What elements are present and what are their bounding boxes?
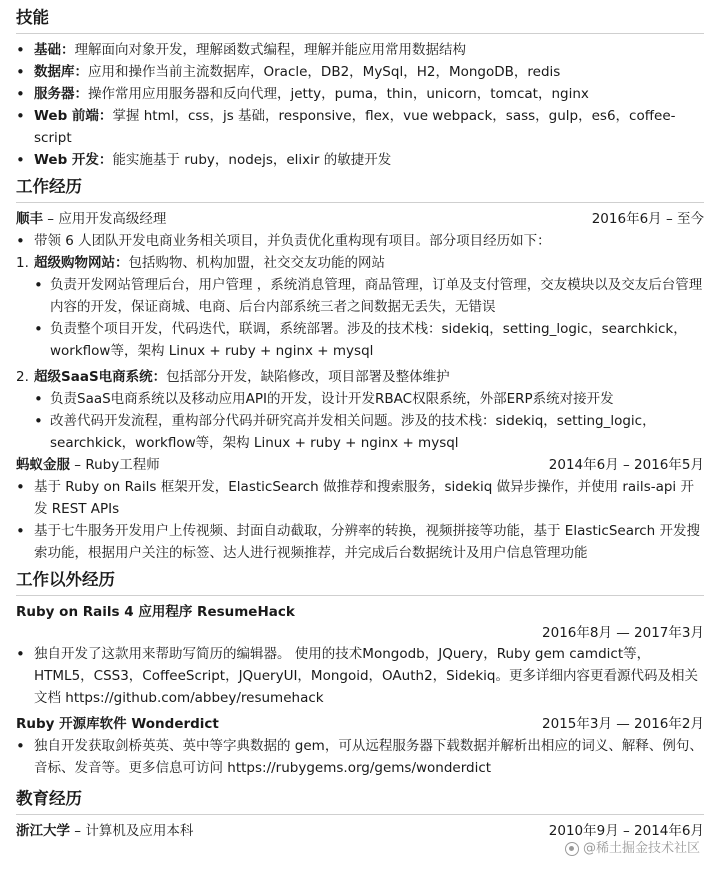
side-project-date: 2015年3月 — 2016年2月 (542, 716, 704, 732)
education-date: 2010年9月 – 2014年6月 (548, 823, 704, 839)
section-title-work: 工作经历 (16, 177, 82, 196)
section-title-skills: 技能 (16, 8, 49, 27)
extra-section (16, 568, 704, 779)
skill-text: 应用和操作当前主流数据库，Oracle，DB2，MySql，H2，MongoDB，redis (88, 64, 561, 80)
job-role: – Ruby工程师 (70, 457, 160, 473)
school-name: 浙江大学 (16, 823, 70, 839)
skills-section (16, 6, 704, 171)
job-role: – 应用开发高级经理 (43, 211, 167, 227)
section-title-education: 教育经历 (16, 789, 82, 808)
side-project-name: Ruby 开源库软件 Wonderdict (16, 716, 219, 732)
skill-label: Web 开发： (34, 152, 113, 168)
skill-text: 掌握 html，css，js 基础，responsive，flex，vue webpack，sass，gulp，es6，coffee-script (34, 108, 676, 146)
job-date: 2014年6月 – 2016年5月 (548, 457, 704, 473)
list-item: • 负责SaaS电商系统以及移动应用API的开发，设计开发RBAC权限系统，外部ERP系统对接开发 (16, 388, 704, 410)
company-name: 蚂蚁金服 (16, 457, 70, 473)
watermark-text: @稀土掘金技术社区 (582, 841, 700, 856)
list-item (16, 83, 704, 105)
side-project-header (16, 713, 704, 735)
section-divider (16, 202, 704, 203)
skill-label: 数据库： (34, 64, 88, 80)
company-name: 顺丰 (16, 211, 43, 227)
section-title-extra: 工作以外经历 (16, 570, 115, 589)
job-header (16, 454, 704, 476)
section-divider (16, 595, 704, 596)
list-item: • 独自开发了这款用来帮助写简历的编辑器。 使用的技术Mongodb，JQuery，Ruby gem camdict等，HTML5，CSS3，CoffeeScript，JQueryUI，Mongoid，OAuth2，Sidekiq。更多详细内容更看源代码及相关文档 https://github.com/abbey/resumehack (16, 643, 704, 709)
project-name: 超级购物网站： (34, 255, 129, 271)
skill-text: 操作常用应用服务器和反向代理，jetty，puma，thin，unicorn，tomcat，nginx (88, 86, 589, 102)
skill-label: 基础： (34, 42, 75, 58)
watermark (565, 838, 700, 860)
skill-text: 能实施基于 ruby，nodejs，elixir 的敏捷开发 (112, 152, 392, 168)
project-number: 1. (16, 255, 29, 271)
list-item: • 独自开发获取剑桥英英、英中等字典数据的 gem，可从远程服务器下载数据并解析出相应的词义、解释、例句、音标、发音等。更多信息可访问 https://rubygems.org/gems/wonderdict (16, 735, 704, 779)
side-project-name: Ruby on Rails 4 应用程序 ResumeHack (16, 604, 295, 620)
major: – 计算机及应用本科 (70, 823, 194, 839)
project-name: 超级SaaS电商系统： (34, 369, 167, 385)
list-item: • 基于七牛服务开发用户上传视频、封面自动截取，分辨率的转换，视频拼接等功能，基于 ElasticSearch 开发搜索功能，根据用户关注的标签、达人进行视频推荐，并完成后台数据统计及用户信息管理功能 (16, 520, 704, 564)
section-divider (16, 33, 704, 34)
project-desc: 包括购物、机构加盟，社交交友功能的网站 (128, 255, 385, 271)
work-section (16, 175, 704, 564)
list-item: • 负责整个项目开发，代码迭代，联调，系统部署。涉及的技术栈：sidekiq，setting_logic，searchkick，workflow等，架构 Linux + ruby + nginx + mysql (16, 318, 704, 362)
list-item (16, 39, 704, 61)
section-divider (16, 814, 704, 815)
list-item: • 改善代码开发流程，重构部分代码并研究高并发相关问题。涉及的技术栈：sidekiq，setting_logic，searchkick，workflow等，架构 Linux + ruby + nginx + mysql (16, 410, 704, 454)
skill-label: Web 前端： (34, 108, 113, 124)
project-number: 2. (16, 369, 29, 385)
project-item (16, 252, 704, 274)
job-intro: • 带领 6 人团队开发电商业务相关项目，并负责优化重构现有项目。部分项目经历如下： (16, 230, 704, 252)
skill-label: 服务器： (34, 86, 88, 102)
skills-list (16, 39, 704, 171)
education-section (16, 787, 704, 842)
juejin-logo-icon (565, 842, 579, 856)
job-header (16, 208, 704, 230)
list-item: • 基于 Ruby on Rails 框架开发，ElasticSearch 做推荐和搜索服务，sidekiq 做异步操作，并使用 rails-api 开发 REST APIs (16, 476, 704, 520)
job-date: 2016年6月 – 至今 (591, 211, 704, 227)
side-project-date: 2016年8月 — 2017年3月 (542, 625, 704, 641)
list-item (16, 149, 704, 171)
list-item (16, 61, 704, 83)
list-item: • 负责开发网站管理后台，用户管理 ，系统消息管理，商品管理，订单及支付管理，交友模块以及交友后台管理内容的开发，保证商城、电商、后台内部系统三者之间数据无丢失，无错误 (16, 274, 704, 318)
list-item (16, 105, 704, 149)
skill-text: 理解面向对象开发，理解函数式编程，理解并能应用常用数据结构 (74, 42, 466, 58)
project-item (16, 366, 704, 388)
project-desc: 包括部分开发，缺陷修改，项目部署及整体维护 (166, 369, 450, 385)
